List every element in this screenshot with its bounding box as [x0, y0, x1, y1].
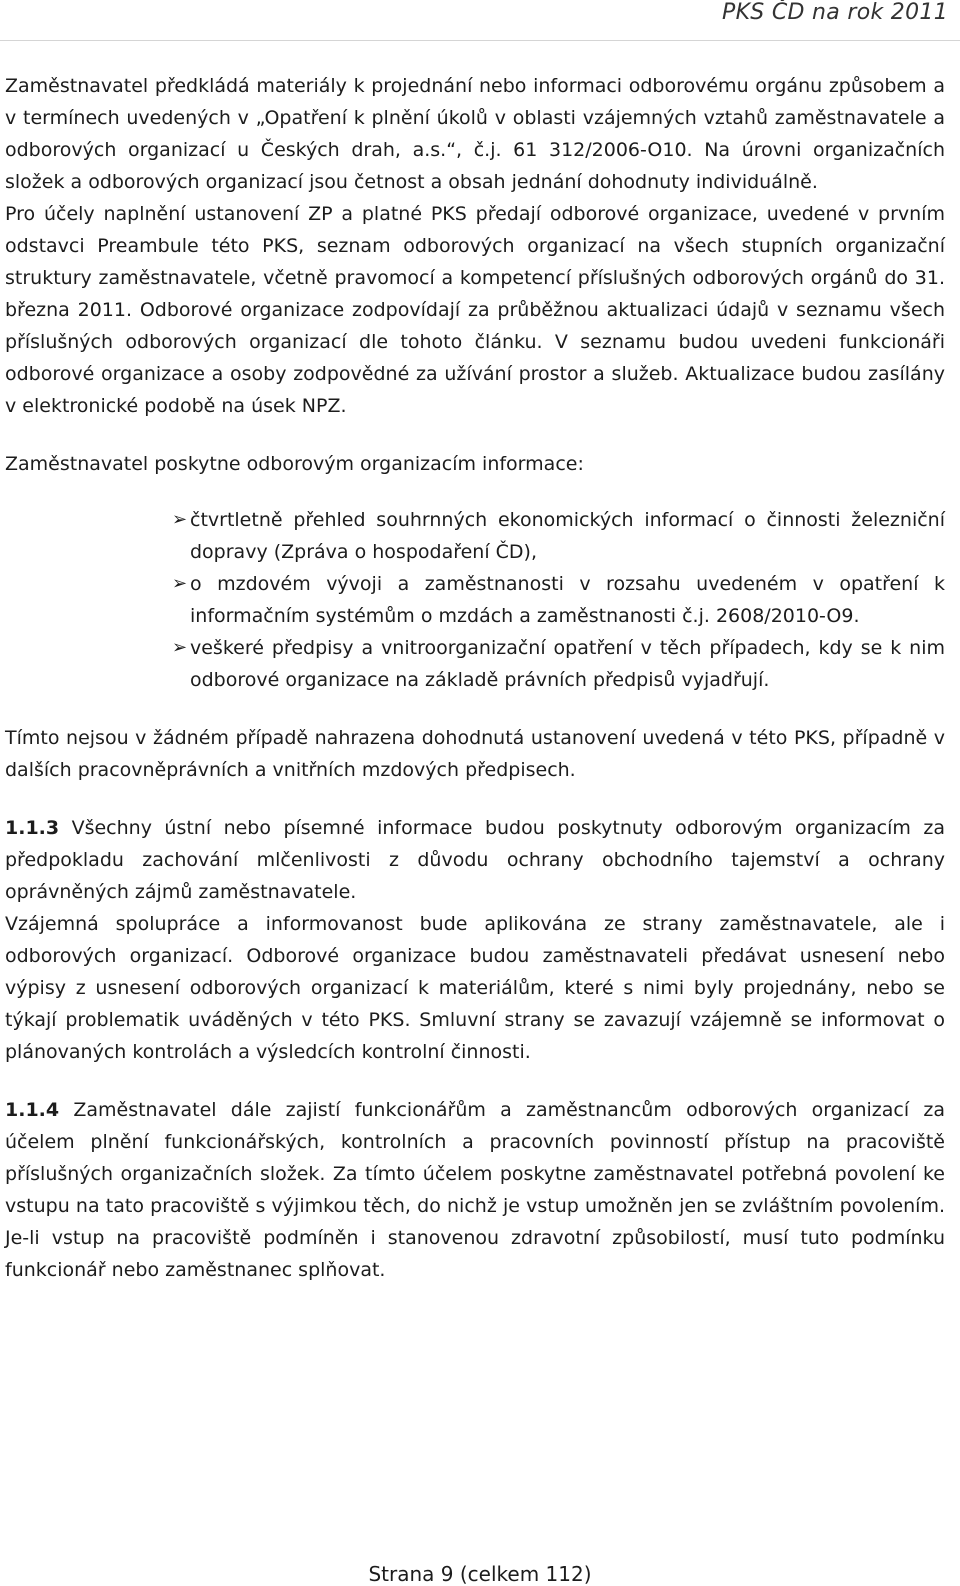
paragraph-text: Všechny ústní nebo písemné informace budou poskytnuty odborovým organizacím za předpokladu zachování mlčenlivosti z důvodu ochrany obchodního tajemství a ochrany oprávněných zájmů zaměstnavatele. — [5, 817, 945, 903]
header-divider — [0, 40, 960, 41]
spacer — [5, 1068, 945, 1094]
information-list — [5, 504, 945, 696]
paragraph-1-1-3 — [5, 812, 945, 908]
list-item — [5, 504, 945, 568]
spacer — [5, 422, 945, 448]
list-item-text: veškeré předpisy a vnitroorganizační opatření v těch případech, kdy se k nim odborové organizace na základě právních předpisů vyjadřují. — [190, 637, 945, 691]
spacer — [5, 696, 945, 722]
list-item-text: o mzdovém vývoji a zaměstnanosti v rozsahu uvedeném v opatření k informačním systémům o mzdách a zaměstnanosti č.j. 2608/2010-O9. — [190, 573, 945, 627]
paragraph-text: Zaměstnavatel dále zajistí funkcionářům a zaměstnancům odborových organizací za účelem plnění funkcionářských, kontrolních a pracovních povinností přístup na pracoviště příslušných organizačních složek. Za tímto účelem poskytne zaměstnavatel potřebná povolení ke vstupu na tato pracoviště s výjimkou těch, do nichž je vstup umožněn jen se zvláštním povolením. Je-li vstup na pracoviště podmíněn i stanovenou zdravotní způsobilostí, musí tuto podmínku funkcionář nebo zaměstnanec splňovat. — [5, 1099, 945, 1281]
arrow-bullet-icon: ➢ — [172, 637, 188, 658]
list-item — [5, 632, 945, 696]
paragraph-no-replacement: Tímto nejsou v žádném případě nahrazena dohodnutá ustanovení uvedená v této PKS, případně v dalších pracovněprávních a vnitřních mzdových předpisech. — [5, 727, 945, 781]
document-body — [5, 70, 945, 1286]
paragraph-information-intro: Zaměstnavatel poskytne odborovým organizacím informace: — [5, 453, 584, 475]
arrow-bullet-icon: ➢ — [172, 509, 188, 530]
paragraph-1-1-4 — [5, 1094, 945, 1286]
paragraph-materials: Zaměstnavatel předkládá materiály k projednání nebo informaci odborovému orgánu způsobem a v termínech uvedených v „Opatření k plnění úkolů v oblasti vzájemných vztahů zaměstnavatele a odborových organizací u Českých drah, a.s.“, č.j. 61 312/2006-O10. Na úrovni organizačních složek a odborových organizací jsou četnost a obsah jednání dohodnuty individuálně. — [5, 75, 945, 193]
arrow-bullet-icon: ➢ — [172, 573, 188, 594]
list-item — [5, 568, 945, 632]
section-number: 1.1.3 — [5, 817, 60, 839]
list-item-text: čtvrtletně přehled souhrnných ekonomických informací o činnosti železniční dopravy (Zpráva o hospodaření ČD), — [190, 509, 945, 563]
spacer — [5, 786, 945, 812]
section-number: 1.1.4 — [5, 1099, 60, 1121]
paragraph-cooperation: Vzájemná spolupráce a informovanost bude aplikována ze strany zaměstnavatele, ale i odborových organizací. Odborové organizace budou zaměstnavateli předávat usnesení nebo výpisy z usnesení odborových organizací k materiálům, které s nimi byly projednány, nebo se týkají problematik uváděných v této PKS. Smluvní strany se zavazují vzájemně se informovat o plánovaných kontrolách a výsledcích kontrolní činnosti. — [5, 913, 945, 1063]
page-header-title: PKS ČD na rok 2011 — [722, 0, 948, 25]
page-number: Strana 9 (celkem 112) — [368, 1562, 592, 1586]
paragraph-union-list: Pro účely naplnění ustanovení ZP a platné PKS předají odborové organizace, uvedené v prvním odstavci Preambule této PKS, seznam odborových organizací na všech stupních organizační struktury zaměstnavatele, včetně pravomocí a kompetencí příslušných odborových orgánů do 31. března 2011. Odborové organizace zodpovídají za průběžnou aktualizaci údajů v seznamu všech příslušných odborových organizací dle tohoto článku. V seznamu budou uvedeni funkcionáři odborové organizace a osoby zodpovědné za užívání prostor a služeb. Aktualizace budou zasílány v elektronické podobě na úsek NPZ. — [5, 203, 945, 417]
